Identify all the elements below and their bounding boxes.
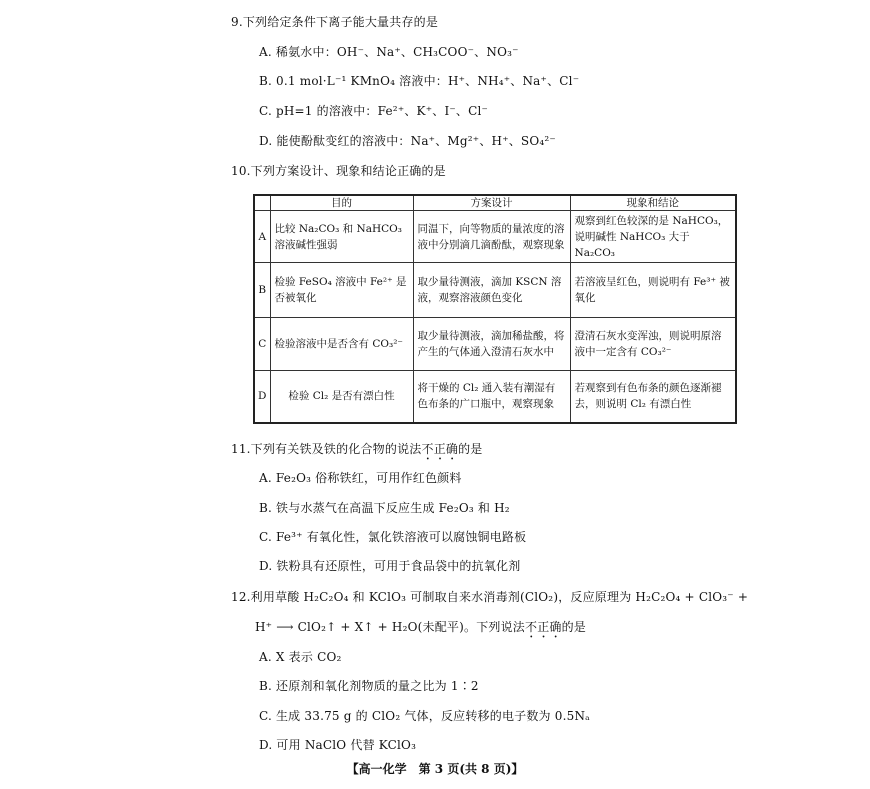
q12-stem-line2 (255, 619, 586, 641)
row-goal: 检验 Cl₂ 是否有漂白性 (270, 371, 413, 423)
q12-stem-prefix: H⁺ ⟶ ClO₂↑ + X↑ + H₂O(未配平)。下列说法 (255, 620, 525, 634)
row-label: D (254, 371, 270, 423)
q12-stem-emphasis: 不正确 (525, 620, 562, 634)
q12-option-a: A. X 表示 CO₂ (259, 650, 342, 664)
q9-option-b: B. 0.1 mol·L⁻¹ KMnO₄ 溶液中：H⁺、NH₄⁺、Na⁺、Cl⁻ (259, 74, 580, 88)
q10-stem: 10.下列方案设计、现象和结论正确的是 (231, 164, 446, 178)
table-header-row (254, 195, 736, 211)
table-header-goal: 目的 (270, 195, 413, 211)
table-header-label (254, 195, 270, 211)
row-goal: 检验 FeSO₄ 溶液中 Fe²⁺ 是否被氧化 (270, 263, 413, 318)
q10-table (253, 194, 737, 424)
row-label: B (254, 263, 270, 318)
table-row (254, 371, 736, 423)
q12-stem-suffix: 的是 (561, 620, 587, 634)
q11-option-a: A. Fe₂O₃ 俗称铁红，可用作红色颜料 (259, 471, 462, 485)
q11-stem-emphasis: 不正确 (421, 442, 459, 456)
q9-stem: 9.下列给定条件下离子能大量共存的是 (231, 15, 439, 29)
table-row (254, 263, 736, 318)
q11-stem (231, 441, 483, 463)
q11-option-b: B. 铁与水蒸气在高温下反应生成 Fe₂O₃ 和 H₂ (259, 501, 510, 515)
table-header-design: 方案设计 (413, 195, 570, 211)
q12-option-b: B. 还原剂和氧化剂物质的量之比为 1∶2 (259, 679, 479, 693)
q9-option-c: C. pH=1 的溶液中：Fe²⁺、K⁺、I⁻、Cl⁻ (259, 104, 489, 118)
row-design: 将干燥的 Cl₂ 通入装有潮湿有色布条的广口瓶中，观察现象 (413, 371, 570, 423)
row-result: 若溶液呈红色，则说明有 Fe³⁺ 被氧化 (570, 263, 736, 318)
q9-option-d: D. 能使酚酞变红的溶液中：Na⁺、Mg²⁺、H⁺、SO₄²⁻ (259, 134, 556, 148)
q11-option-d: D. 铁粉具有还原性，可用于食品袋中的抗氧化剂 (259, 559, 521, 573)
row-label: C (254, 318, 270, 371)
row-goal: 比较 Na₂CO₃ 和 NaHCO₃ 溶液碱性强弱 (270, 211, 413, 263)
row-result: 观察到红色较深的是 NaHCO₃，说明碱性 NaHCO₃ 大于 Na₂CO₃ (570, 211, 736, 263)
row-design: 同温下，向等物质的量浓度的溶液中分别滴几滴酚酞，观察现象 (413, 211, 570, 263)
q12-option-c: C. 生成 33.75 g 的 ClO₂ 气体，反应转移的电子数为 0.5Nₐ (259, 709, 590, 723)
row-goal: 检验溶液中是否含有 CO₃²⁻ (270, 318, 413, 371)
row-design: 取少量待测液，滴加稀盐酸，将产生的气体通入澄清石灰水中 (413, 318, 570, 371)
page-footer: 【高一化学 第 3 页(共 8 页)】 (346, 762, 524, 776)
q11-stem-prefix: 11.下列有关铁及铁的化合物的说法 (231, 442, 422, 456)
q12-stem-line1: 12.利用草酸 H₂C₂O₄ 和 KClO₃ 可制取自来水消毒剂(ClO₂)，反应原理为 H₂C₂O₄ + ClO₃⁻ + (231, 590, 749, 604)
table-row (254, 318, 736, 371)
q11-stem-suffix: 的是 (458, 442, 483, 456)
q9-option-a: A. 稀氨水中：OH⁻、Na⁺、CH₃COO⁻、NO₃⁻ (259, 45, 519, 59)
q11-option-c: C. Fe³⁺ 有氧化性，氯化铁溶液可以腐蚀铜电路板 (259, 530, 527, 544)
row-label: A (254, 211, 270, 263)
table-row (254, 211, 736, 263)
row-result: 若观察到有色布条的颜色逐渐褪去，则说明 Cl₂ 有漂白性 (570, 371, 736, 423)
row-design: 取少量待测液，滴加 KSCN 溶液，观察溶液颜色变化 (413, 263, 570, 318)
table-header-result: 现象和结论 (570, 195, 736, 211)
q12-option-d: D. 可用 NaClO 代替 KClO₃ (259, 738, 417, 752)
row-result: 澄清石灰水变浑浊，则说明原溶液中一定含有 CO₃²⁻ (570, 318, 736, 371)
